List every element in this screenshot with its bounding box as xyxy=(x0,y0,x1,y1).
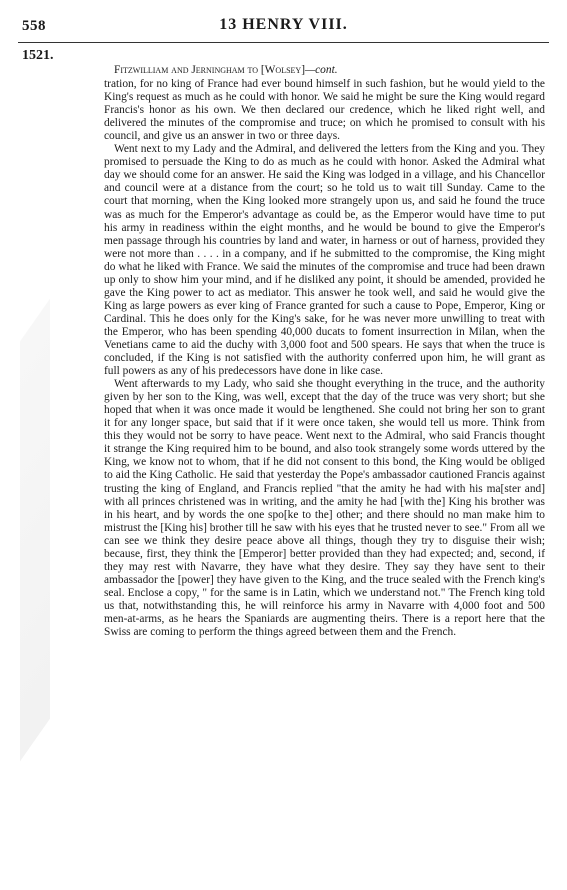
paragraph-3: Went afterwards to my Lady, who said she thought everything in the truce, and the authority given by her son to the King, was well, except that the day of the truce was very short; but she hoped that when it was once made it would be lengthened. She could not bring her son to grant it for any longer space, but said that if it were once taken, she would tell us more. Think from this they would not be sorry to have peace. Went next to the Admiral, who said Francis thought it strange the King required him to be bound, and also took strangely some words uttered by the King, we know not to whom, that if he did not consent to this bond, the King would be obliged to aid the King Catholic. He said that yesterday the Pope's ambassador cautioned Francis against trusting the king of England, and Francis replied "that the amity he had with his ma[ster and] with all princes christened was in writing, and the amity he had [with the] King his brother was in his heart, and by words the one spo[ke to the] other; and there should no man make him to mistrust the [King his] brother till he saw with his eyes that he trusted never to see." From all we can see we think they desire peace above all things, though they try to disguise their wish; because, first, they think the [Emperor] better provided than they had expected; and, second, if they may rest with Navarre, they have what they desire. They say they have sent to their ambassador the [power] they have given to the King, and the truce sealed with the French king's seal. Enclose a copy, " for the same is in Latin, which we understand not." The French king told us that, notwithstanding this, he will reinforce his army in Navarre with 4,000 foot and 500 men-at-arms, as he hears the Spaniards are augmenting theirs. There is a report here that the Swiss are coming to perform the things agreed between them and the French. xyxy=(104,378,545,639)
document-body xyxy=(104,64,545,639)
page-number: 558 xyxy=(22,18,46,34)
running-head: 13 HENRY VIII. xyxy=(219,16,348,33)
paragraph-2: Went next to my Lady and the Admiral, and delivered the letters from the King and you. They promised to persuade the King to do as much as he could with honor. Asked the Admiral what day we should come for an answer. He said the King was lodged in a village, and his Chancellor and council were at a distance from the court; so he told us to wait till Sunday. Came to the court that morning, when the King looked more strangely upon us, and said he found the truce was as much for the Emperor's advantage as could be, as the Emperor would have time to put his army in readiness within the eight months, and he would be bound to give the Emperor's men passage through his countries by land and water, in harness or out of harness, provided they were not more than . . . . in a company, and if he submitted to the compromise, the King might do what he liked with France. We said the minutes of the compromise and truce had been drawn up only to show him your mind, and if he disliked any point, it should be amended, provided he gave the King power to act as mediator. This answer he took well, and said he would give the King as large powers as ever king of France granted for such a cause to Pope, Emperor, King or Cardinal. This he does only for the King's sake, for he was never more unwilling to treat with the Emperor, who has been spending 40,000 ducats to foment insurrection in Milan, when the Venetians came to aid the duchy with 3,000 foot and 500 spears. He says that when the truce is concluded, if the King is not satisfied with the authority conferred upon him, he will grant as full powers as any of his predecessors have done in like case. xyxy=(104,143,545,378)
watermark-stripe xyxy=(20,299,50,762)
entry-heading xyxy=(104,64,545,77)
entry-heading-suffix: —cont. xyxy=(305,64,338,76)
margin-year: 1521. xyxy=(22,48,54,63)
header-rule xyxy=(18,42,549,43)
entry-heading-names: Fitzwilliam and Jerningham to [Wolsey] xyxy=(114,64,305,76)
paragraph-1: tration, for no king of France had ever bound himself in such fashion, but he would yield to the King's request as much as he could with honor. We said he might be sure the King would regard Francis's honor as his own. We then declared our credence, which he liked right well, and delivered the minutes of the compromise and truce; on which he promised to consult with his council, and give us an answer in two or three days. xyxy=(104,78,545,143)
